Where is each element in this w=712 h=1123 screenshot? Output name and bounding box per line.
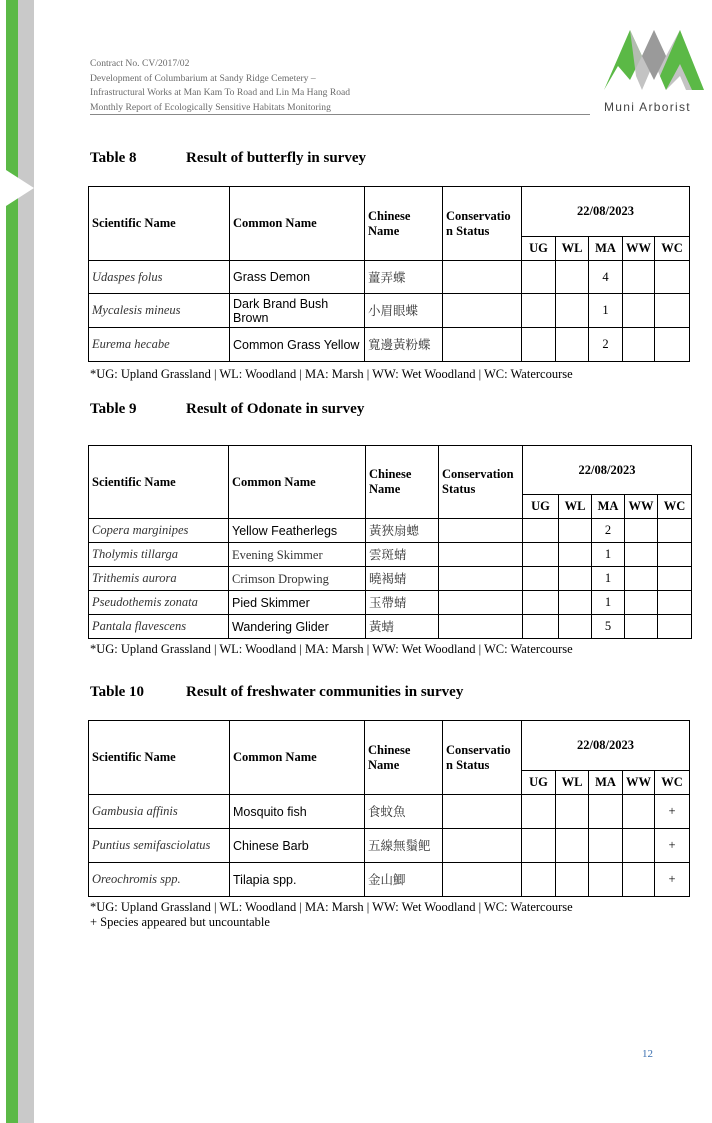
left-gray-band [18,0,34,1123]
header-survey-date: 22/08/2023 [523,446,692,495]
habitat-legend-note: *UG: Upland Grassland | WL: Woodland | MA: Marsh | WW: Wet Woodland | WC: Watercourse [90,367,573,381]
wc-count-cell [658,519,692,543]
scientific-name-cell: Trithemis aurora [89,567,229,591]
wc-count-cell: + [655,829,690,863]
table-9-caption [90,401,364,418]
ug-count-cell [523,591,559,615]
table-8-title: Result of butterfly in survey [186,150,366,166]
wc-count-cell [658,567,692,591]
table-9-number: Table 9 [90,401,137,417]
header-ww: WW [623,771,655,795]
ma-count-cell: 4 [589,261,623,294]
header-ma: MA [592,495,625,519]
table-row [89,519,692,543]
table-row [89,863,690,897]
ug-count-cell [522,863,556,897]
habitat-legend-note: *UG: Upland Grassland | WL: Woodland | MA: Marsh | WW: Wet Woodland | WC: Watercourse [90,900,573,914]
header-ww: WW [623,237,655,261]
chinese-name-cell: 曉褐蜻 [366,567,439,591]
ug-count-cell [522,294,556,328]
header-line-project: Development of Columbarium at Sandy Ridge Cemetery – [90,72,316,84]
ma-count-cell: 2 [592,519,625,543]
page-number: 12 [642,1048,653,1060]
chinese-name-cell: 黃狹扇蟌 [366,519,439,543]
common-name-cell: Tilapia spp. [230,863,365,897]
header-wl: WL [556,237,589,261]
header-common-name: Common Name [230,187,365,261]
ww-count-cell [625,615,658,639]
header-ug: UG [522,237,556,261]
wl-count-cell [556,294,589,328]
scientific-name-cell: Mycalesis mineus [89,294,230,328]
scientific-name-cell: Eurema hecabe [89,328,230,362]
habitat-legend-note: *UG: Upland Grassland | WL: Woodland | MA: Marsh | WW: Wet Woodland | WC: Watercourse [90,642,573,656]
ww-count-cell [623,261,655,294]
scientific-name-cell: Pseudothemis zonata [89,591,229,615]
ma-count-cell [589,795,623,829]
scientific-name-cell: Copera marginipes [89,519,229,543]
scientific-name-cell: Udaspes folus [89,261,230,294]
ww-count-cell [625,591,658,615]
ug-count-cell [522,829,556,863]
ug-count-cell [522,328,556,362]
table-8-number: Table 8 [90,150,137,166]
header-wc: WC [658,495,692,519]
chinese-name-cell: 玉帶蜻 [366,591,439,615]
table-row [89,294,690,328]
ww-count-cell [623,829,655,863]
table-10-freshwater [88,720,690,897]
ug-count-cell [522,261,556,294]
ug-count-cell [522,795,556,829]
chinese-name-cell: 雲斑蜻 [366,543,439,567]
table-row [89,615,692,639]
chinese-name-cell: 小眉眼蝶 [365,294,443,328]
band-notch [6,170,34,206]
table-10-title: Result of freshwater communities in survey [186,684,464,700]
scientific-name-cell: Gambusia affinis [89,795,230,829]
wl-count-cell [556,328,589,362]
table-row [89,328,690,362]
common-name-cell: Wandering Glider [229,615,366,639]
conservation-status-cell [439,567,523,591]
ug-count-cell [523,543,559,567]
chinese-name-cell: 黃蜻 [366,615,439,639]
wl-count-cell [556,261,589,294]
chinese-name-cell: 薑弄蝶 [365,261,443,294]
header-ug: UG [522,771,556,795]
header-conservation-status: Conservatio n Status [443,721,522,795]
header-scientific-name: Scientific Name [89,187,230,261]
header-scientific-name: Scientific Name [89,446,229,519]
scientific-name-cell: Oreochromis spp. [89,863,230,897]
table-8-butterfly [88,186,690,362]
wl-count-cell [559,591,592,615]
table-9-title: Result of Odonate in survey [186,401,365,417]
ug-count-cell [523,567,559,591]
header-conservation-status: Conservatio n Status [443,187,522,261]
common-name-cell: Pied Skimmer [229,591,366,615]
ww-count-cell [623,328,655,362]
header-ma: MA [589,237,623,261]
ww-count-cell [625,567,658,591]
common-name-cell: Evening Skimmer [229,543,366,567]
header-chinese-name: Chinese Name [365,721,443,795]
chinese-name-cell: 寬邊黃粉蝶 [365,328,443,362]
wc-count-cell [658,591,692,615]
wc-count-cell: + [655,863,690,897]
header-ma: MA [589,771,623,795]
conservation-status-cell [443,795,522,829]
table-row [89,261,690,294]
ma-count-cell [589,863,623,897]
scientific-name-cell: Pantala flavescens [89,615,229,639]
header-scientific-name: Scientific Name [89,721,230,795]
header-common-name: Common Name [230,721,365,795]
header-chinese-name: Chinese Name [366,446,439,519]
wl-count-cell [559,567,592,591]
header-common-name: Common Name [229,446,366,519]
header-conservation-status: Conservation Status [439,446,523,519]
conservation-status-cell [439,591,523,615]
scientific-name-cell: Tholymis tillarga [89,543,229,567]
common-name-cell: Chinese Barb [230,829,365,863]
common-name-cell: Common Grass Yellow [230,328,365,362]
common-name-cell: Crimson Dropwing [229,567,366,591]
table-10-caption [90,684,463,701]
table-row [89,829,690,863]
chinese-name-cell: 金山鯽 [365,863,443,897]
ma-count-cell: 1 [589,294,623,328]
ww-count-cell [623,795,655,829]
conservation-status-cell [439,519,523,543]
table-row [89,795,690,829]
table-row [89,591,692,615]
header-ug: UG [523,495,559,519]
left-green-band [6,0,18,1123]
header-survey-date: 22/08/2023 [522,187,690,237]
header-rule [90,114,590,115]
common-name-cell: Yellow Featherlegs [229,519,366,543]
ma-count-cell [589,829,623,863]
conservation-status-cell [443,294,522,328]
wl-count-cell [559,543,592,567]
common-name-cell: Mosquito fish [230,795,365,829]
wc-count-cell [655,294,690,328]
table-8-caption [90,150,366,167]
table-9-odonate [88,445,692,639]
ma-count-cell: 5 [592,615,625,639]
uncountable-note: + Species appeared but uncountable [90,915,270,929]
table-row [89,543,692,567]
table-row [89,567,692,591]
header-survey-date: 22/08/2023 [522,721,690,771]
wc-count-cell [658,615,692,639]
ww-count-cell [623,294,655,328]
wl-count-cell [556,795,589,829]
conservation-status-cell [443,863,522,897]
header-line-report: Monthly Report of Ecologically Sensitive Habitats Monitoring [90,101,331,113]
wl-count-cell [556,863,589,897]
wc-count-cell [658,543,692,567]
wl-count-cell [559,519,592,543]
conservation-status-cell [443,829,522,863]
common-name-cell: Dark Brand Bush Brown [230,294,365,328]
chinese-name-cell: 食蚊魚 [365,795,443,829]
conservation-status-cell [439,615,523,639]
header-wc: WC [655,771,690,795]
header-ww: WW [625,495,658,519]
wc-count-cell: + [655,795,690,829]
wc-count-cell [655,261,690,294]
ma-count-cell: 1 [592,591,625,615]
chinese-name-cell: 五線無鬚鲃 [365,829,443,863]
ma-count-cell: 2 [589,328,623,362]
ww-count-cell [625,519,658,543]
logo-wordmark: Muni Arborist [604,100,691,114]
conservation-status-cell [443,261,522,294]
table-10-number: Table 10 [90,684,145,700]
conservation-status-cell [443,328,522,362]
header-wc: WC [655,237,690,261]
wl-count-cell [559,615,592,639]
header-chinese-name: Chinese Name [365,187,443,261]
ug-count-cell [523,519,559,543]
scientific-name-cell: Puntius semifasciolatus [89,829,230,863]
ww-count-cell [623,863,655,897]
ma-count-cell: 1 [592,567,625,591]
ma-count-cell: 1 [592,543,625,567]
header-line-works: Infrastructural Works at Man Kam To Road and Lin Ma Hang Road [90,87,351,98]
header-wl: WL [559,495,592,519]
wc-count-cell [655,328,690,362]
wl-count-cell [556,829,589,863]
conservation-status-cell [439,543,523,567]
common-name-cell: Grass Demon [230,261,365,294]
ww-count-cell [625,543,658,567]
header-line-contract: Contract No. CV/2017/02 [90,58,190,69]
header-wl: WL [556,771,589,795]
document-header [90,57,590,115]
ug-count-cell [523,615,559,639]
